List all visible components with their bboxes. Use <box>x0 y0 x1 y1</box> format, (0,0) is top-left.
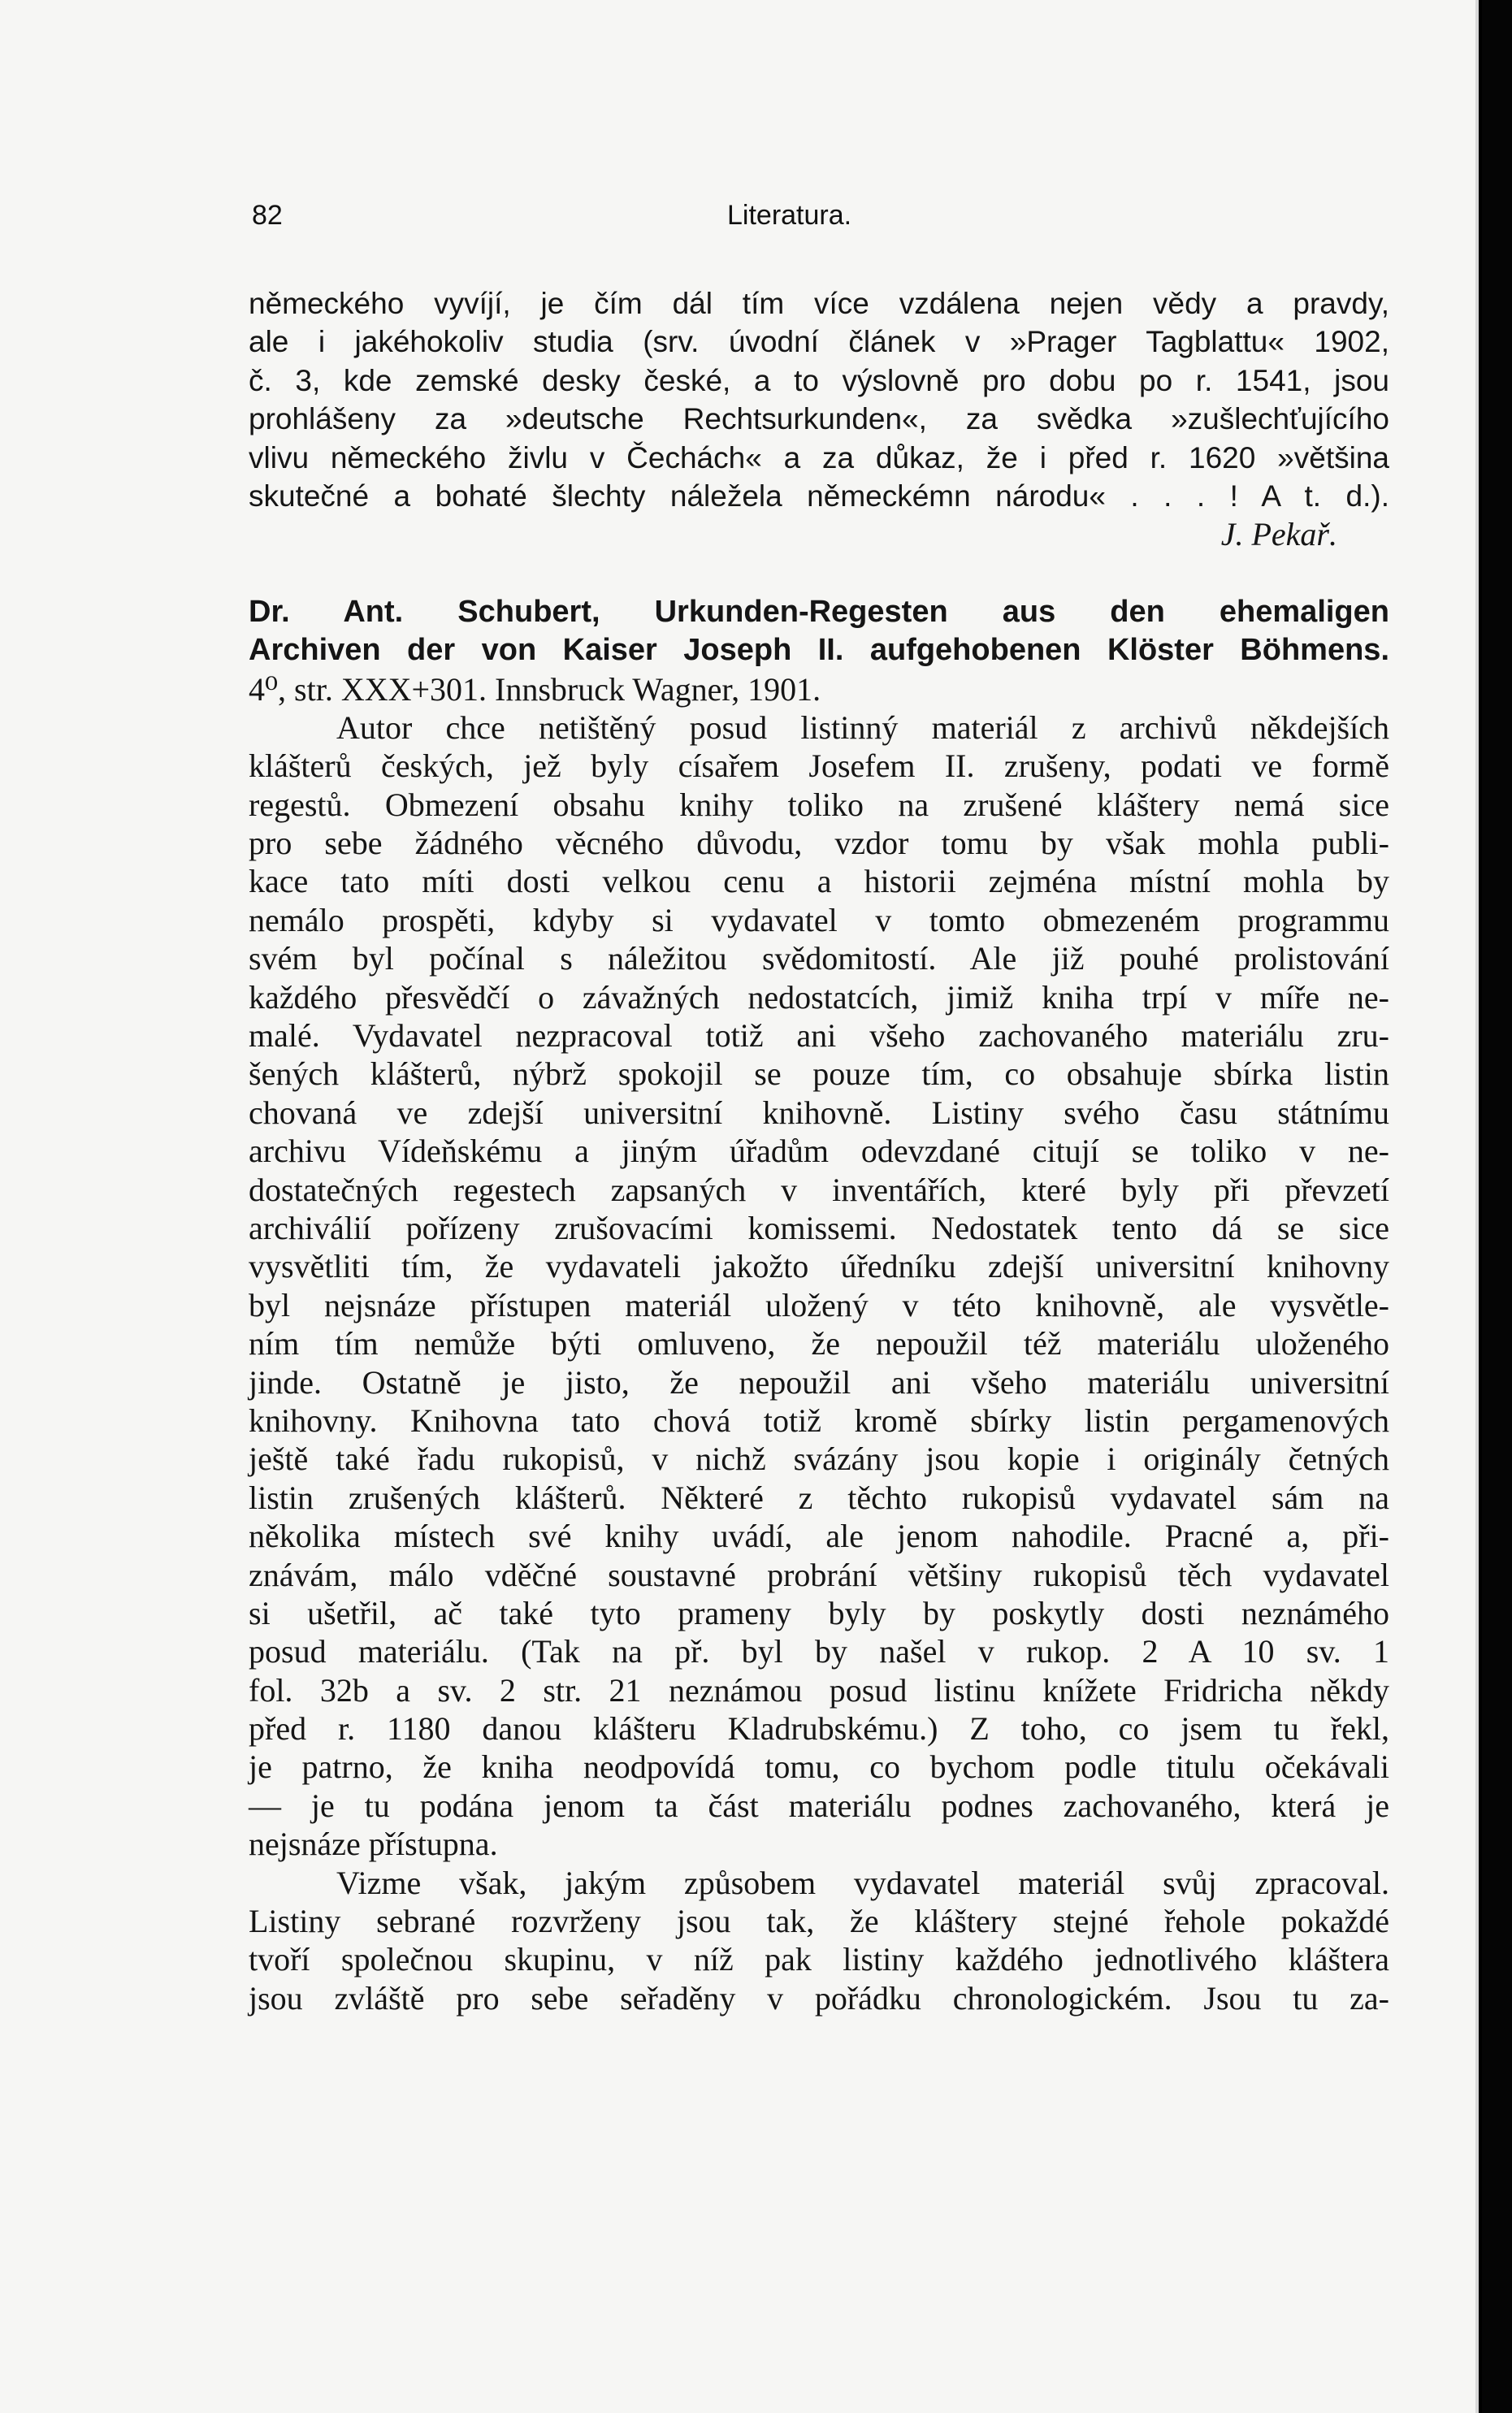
publication-details: 4⁰, str. XXX+301. Innsbruck Wagner, 1901. <box>249 670 821 708</box>
text-line: knihovny. Knihovna tato chová totiž kromě sbírky listin pergamenových <box>249 1401 1389 1439</box>
text-line: archiválií pořízeny zrušovacími komissemi. Nedostatek tento dá se sice <box>249 1209 1389 1246</box>
text-line: vlivu německého živlu v Čechách« a za důkaz, že i před r. 1620 »většina <box>249 440 1389 474</box>
text-line: si ušetřil, ač také tyto prameny byly by poskytly dosti neznámého <box>249 1594 1389 1631</box>
text-line: několika místech své knihy uvádí, ale jenom nahodile. Pracné a, při- <box>249 1518 1389 1555</box>
text-line: Listiny sebrané rozvrženy jsou tak, že kláštery stejné řehole pokaždé <box>249 1903 1389 1940</box>
text-line: č. 3, kde zemské desky české, a to výslovně pro dobu po r. 1541, jsou <box>249 363 1389 397</box>
text-line: byl nejsnáze přístupen materiál uložený v této knihovně, ale vysvětle- <box>249 1286 1389 1323</box>
scan-border <box>1482 0 1512 2413</box>
review-title-line: Archiven der von Kaiser Joseph II. aufgehobenen Klöster Böhmens. <box>249 633 1389 668</box>
page-text <box>249 284 1389 2017</box>
text-line: tvoří společnou skupinu, v níž pak listiny každého jednotlivého kláštera <box>249 1941 1389 1978</box>
running-title: Literatura. <box>727 200 852 231</box>
text-line: regestů. Obmezení obsahu knihy toliko na zrušené kláštery nemá sice <box>249 786 1389 823</box>
opening-paragraph <box>249 284 1389 554</box>
text-line: klášterů českých, jež byly císařem Josefem II. zrušeny, podati ve formě <box>249 747 1389 785</box>
page-header <box>252 200 1389 240</box>
text-line: chovaná ve zdejší universitní knihovně. Listiny svého času státnímu <box>249 1094 1389 1131</box>
text-line: prohlášeny za »deutsche Rechtsurkunden«, za svědka »zušlechťujícího <box>249 402 1389 436</box>
text-line: listin zrušených klášterů. Některé z těchto rukopisů vydavatel sám na <box>249 1479 1389 1516</box>
text-line: nemálo prospěti, kdyby si vydavatel v tomto obmezeném programmu <box>249 901 1389 938</box>
text-line: ním tím nemůže býti omluveno, že nepoužil též materiálu uloženého <box>249 1325 1389 1362</box>
text-line: dostatečných regestech zapsaných v inventářích, které byly při převzetí <box>249 1171 1389 1208</box>
review-title-line: Dr. Ant. Schubert, Urkunden-Regesten aus den ehemaligen <box>249 594 1389 629</box>
text-line: pro sebe žádného věcného důvodu, vzdor tomu by však mohla publi- <box>249 825 1389 862</box>
text-line: posud materiálu. (Tak na př. byl by našel v rukop. 2 A 10 sv. 1 <box>249 1633 1389 1670</box>
text-line: je patrno, že kniha neodpovídá tomu, co bychom podle titulu očekávali <box>249 1748 1389 1786</box>
page-number: 82 <box>252 200 283 231</box>
text-line: skutečné a bohaté šlechty náležela německémn národu« . . . ! A t. d.). <box>249 479 1389 513</box>
text-line: vysvětliti tím, že vydavateli jakožto úředníku zdejší universitní knihovny <box>249 1248 1389 1285</box>
text-line: Vizme však, jakým způsobem vydavatel materiál svůj zpracoval. <box>336 1864 1389 1901</box>
review-entry <box>249 593 1389 2017</box>
text-line: jinde. Ostatně je jisto, že nepoužil ani všeho materiálu universitní <box>249 1363 1389 1401</box>
text-line: Autor chce netištěný posud listinný materiál z archivů někdejších <box>336 708 1389 746</box>
text-line: ale i jakéhokoliv studia (srv. úvodní článek v »Prager Tagblattu« 1902, <box>249 325 1389 359</box>
text-line: jsou zvláště pro sebe seřaděny v pořádku chronologickém. Jsou tu za- <box>249 1979 1389 2017</box>
text-line: ještě také řadu rukopisů, v nichž svázány jsou kopie i originály četných <box>249 1440 1389 1478</box>
text-line: šených klášterů, nýbrž spokojil se pouze tím, co obsahuje sbírka listin <box>249 1055 1389 1093</box>
text-line: svém byl počínal s náležitou svědomitostí. Ale již pouhé prolistování <box>249 940 1389 977</box>
text-line: nejsnáze přístupna. <box>249 1826 498 1863</box>
text-line: znávám, málo vděčné soustavné probrání většiny rukopisů těch vydavatel <box>249 1556 1389 1593</box>
section-gap <box>249 554 1389 593</box>
text-line: archivu Vídeňskému a jiným úřadům odevzdané citují se toliko v ne- <box>249 1133 1389 1170</box>
author-signature: J. Pekař. <box>1220 516 1337 553</box>
text-line: kace tato míti dosti velkou cenu a historii zejména místní mohla by <box>249 863 1389 900</box>
text-line: fol. 32b a sv. 2 str. 21 neznámou posud listinu knížete Fridricha někdy <box>249 1671 1389 1709</box>
text-line: německého vyvíjí, je čím dál tím více vzdálena nejen vědy a pravdy, <box>249 287 1389 320</box>
text-line: každého přesvědčí o závažných nedostatcích, jimiž kniha trpí v míře ne- <box>249 978 1389 1016</box>
text-line: před r. 1180 danou klášteru Kladrubskému.) Z toho, co jsem tu řekl, <box>249 1710 1389 1748</box>
text-line: — je tu podána jenom ta část materiálu podnes zachovaného, která je <box>249 1787 1389 1824</box>
text-line: malé. Vydavatel nezpracoval totiž ani všeho zachovaného materiálu zru- <box>249 1017 1389 1055</box>
